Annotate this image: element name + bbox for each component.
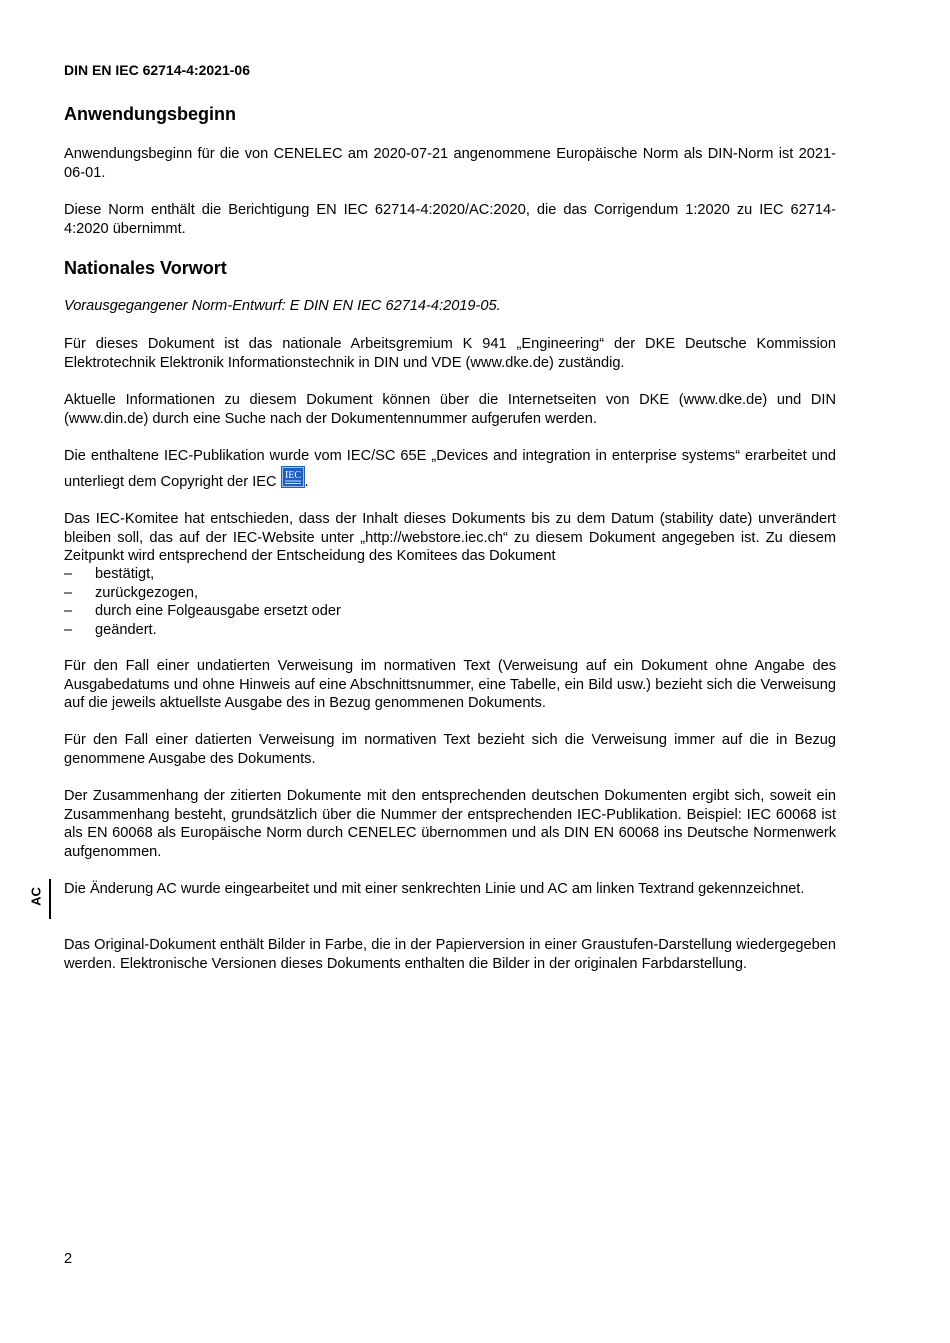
- document-id: DIN EN IEC 62714-4:2021-06: [64, 62, 250, 78]
- list-item: – geändert.: [64, 621, 157, 638]
- iec-logo-text: IEC: [284, 469, 301, 481]
- iec-publication-text: Die enthaltene IEC-Publikation wurde vom IEC/SC 65E „Devices and integration in enterprise systems“ erarbeitet und unterliegt dem Copyright der IEC: [64, 448, 836, 490]
- paragraph-color-images: Das Original-Dokument enthält Bilder in Farbe, die in der Papierversion in einer Graustufen-Darstellung wiedergegeben werden. Elektronische Versionen dieses Dokuments enthalten die Bilder in der originalen Farbdarstellung.: [64, 937, 836, 972]
- list-item: – zurückgezogen,: [64, 584, 199, 601]
- paragraph-corrigendum: Diese Norm enthält die Berichtigung EN IEC 62714-4:2020/AC:2020, die das Corrigendum 1:2020 zu IEC 62714-4:2020 übernimmt.: [64, 202, 836, 237]
- paragraph-document-relation: Der Zusammenhang der zitierten Dokumente mit den entsprechenden deutschen Dokumenten ergibt sich, soweit ein Zusammenhang besteht, grundsätzlich über die Nummer der entsprechenden IEC-Publikation. Beispiel: IEC 60068 ist als EN 60068 als Europäische Norm durch CENELEC übernommen und als DIN EN 60068 ins Deutsche Normenwerk aufgenommen.: [64, 788, 836, 860]
- ac-change-bar: [49, 879, 51, 919]
- paragraph-information: Aktuelle Informationen zu diesem Dokument können über die Internetseiten von DKE (www.dke.de) und DIN (www.din.de) durch eine Suche nach der Dokumentennummer aufgerufen werden.: [64, 392, 836, 427]
- paragraph-application-start: Anwendungsbeginn für die von CENELEC am 2020-07-21 angenommene Europäische Norm als DIN-Norm ist 2021-06-01.: [64, 146, 836, 181]
- paragraph-iec-publication: [64, 447, 836, 491]
- paragraph-draft: Vorausgegangener Norm-Entwurf: E DIN EN IEC 62714-4:2019-05.: [64, 298, 501, 314]
- paragraph-dated-reference: Für den Fall einer datierten Verweisung im normativen Text bezieht sich die Verweisung immer auf die in Bezug genommene Ausgabe des Dokuments.: [64, 732, 836, 767]
- stability-options-list: [64, 565, 836, 639]
- iec-publication-end: .: [304, 473, 309, 490]
- heading-nationales-vorwort: Nationales Vorwort: [64, 258, 227, 278]
- paragraph-stability-date: Das IEC-Komitee hat entschieden, dass der Inhalt dieses Dokuments bis zu dem Datum (stability date) unverändert bleiben soll, das auf der IEC-Website unter „http://webstore.iec.ch“ zu diesem Dokument angegeben ist. Zu diesem Zeitpunkt wird entsprechend der Entscheidung des Komitees das Dokument: [64, 511, 836, 564]
- paragraph-amendment-ac: Die Änderung AC wurde eingearbeitet und mit einer senkrechten Linie und AC am linken Textrand gekennzeichnet.: [64, 881, 805, 897]
- list-item: – durch eine Folgeausgabe ersetzt oder: [64, 603, 341, 619]
- iec-logo-icon: [281, 466, 305, 488]
- page-number: 2: [64, 1251, 73, 1267]
- paragraph-undated-reference: Für den Fall einer undatierten Verweisung im normativen Text (Verweisung auf ein Dokument ohne Angabe des Ausgabedatums und ohne Hinweis auf eine Abschnittsnummer, eine Tabelle, ein Bild usw.) bezieht sich die Verweisung auf die jeweils aktuellste Ausgabe des in Bezug genommenen Dokuments.: [64, 658, 836, 711]
- heading-anwendungsbeginn: Anwendungsbeginn: [64, 104, 236, 124]
- ac-margin-label: AC: [28, 887, 44, 906]
- paragraph-committee: Für dieses Dokument ist das nationale Arbeitsgremium K 941 „Engineering“ der DKE Deutsche Kommission Elektrotechnik Elektronik Informationstechnik in DIN und VDE (www.dke.de) zuständig.: [64, 336, 836, 371]
- list-item: – bestätigt,: [64, 566, 155, 582]
